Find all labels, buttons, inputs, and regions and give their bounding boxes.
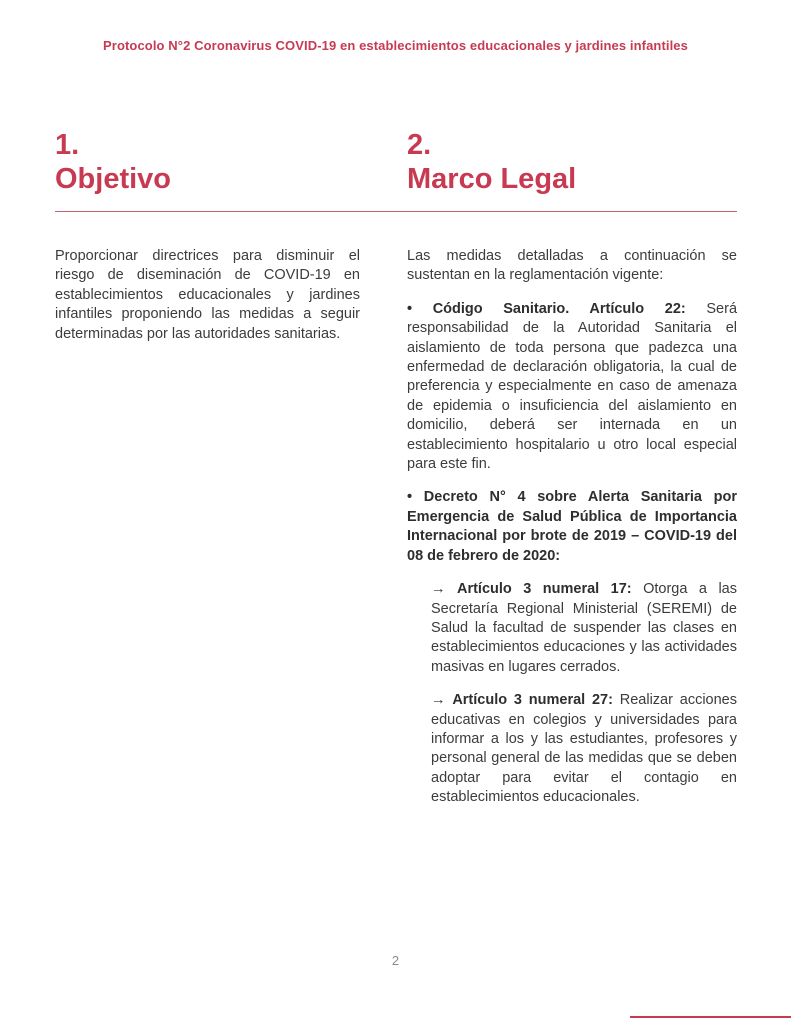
section-title-objetivo: Objetivo (55, 163, 172, 195)
legal-item-lead: Código Sanitario. Artículo 22: (432, 300, 686, 317)
legal-item-text: Será responsabilidad de la Autoridad Sanitaria el aislamiento de toda persona que padezca una enfermedad de declaración obligatoria, la cual de preferencia y especialmente en caso de amenaza de epidemia o insuficiencia del aislamiento en domicilio, deberá ser internada en un establecimiento hospitalario u otro local especial para este fin. (407, 300, 738, 473)
legal-subitem-lead: Artículo 3 numeral 17: (456, 581, 632, 598)
content-area (55, 128, 737, 808)
arrow-icon: → (431, 581, 446, 598)
body-row (55, 247, 737, 808)
legal-subitem-text: Realizar acciones educativas en colegios y universidades para informar a los y las estudiantes, profesores y personal general de las medidas que se deben adoptar para evitar el contagio en establecimientos educacionales. (431, 692, 737, 806)
section-heading-objetivo (55, 128, 360, 196)
objetivo-column (55, 247, 360, 808)
section-number-marco-legal: 2. (407, 129, 432, 161)
legal-item-lead: Decreto N° 4 sobre Alerta Sanitaria por Emergencia de Salud Pública de Importancia Internacional por brote de 2019 – COVID-19 del 08 de febrero de 2020: (407, 489, 738, 564)
bullet-glyph: • (407, 300, 413, 317)
bullet-glyph: • (407, 489, 413, 506)
document-header-title: Protocolo N°2 Coronavirus COVID-19 en establecimientos educacionales y jardines infantiles (103, 38, 688, 53)
section-heading-marco-legal (407, 128, 737, 196)
legal-subitem-numeral-17 (431, 580, 737, 677)
bottom-right-accent-rule (630, 1016, 791, 1018)
page-number: 2 (391, 953, 400, 968)
heading-divider-rule (55, 211, 737, 212)
marco-legal-intro: Las medidas detalladas a continuación se sustentan en la reglamentación vigente: (407, 248, 737, 284)
section-title-marco-legal: Marco Legal (407, 163, 577, 195)
section-number-objetivo: 1. (55, 129, 80, 161)
objetivo-paragraph: Proporcionar directrices para disminuir el riesgo de diseminación de COVID-19 en establecimientos educacionales y jardines infantiles proponiendo las medidas a seguir determinadas por las autoridades sanitarias. (55, 248, 360, 342)
legal-subitem-lead: Artículo 3 numeral 27: (452, 692, 613, 709)
marco-legal-column (407, 247, 737, 808)
legal-subitem-numeral-27 (431, 691, 737, 807)
legal-subitem-text: Otorga a las Secretaría Regional Ministerial (SEREMI) de Salud la facultad de suspender las clases en establecimientos educaciones y las actividades masivas en lugares cerrados. (431, 581, 737, 675)
legal-item-decreto-4 (407, 488, 737, 566)
arrow-icon: → (431, 692, 446, 709)
heading-row (55, 128, 737, 196)
legal-item-codigo-sanitario (407, 300, 737, 475)
